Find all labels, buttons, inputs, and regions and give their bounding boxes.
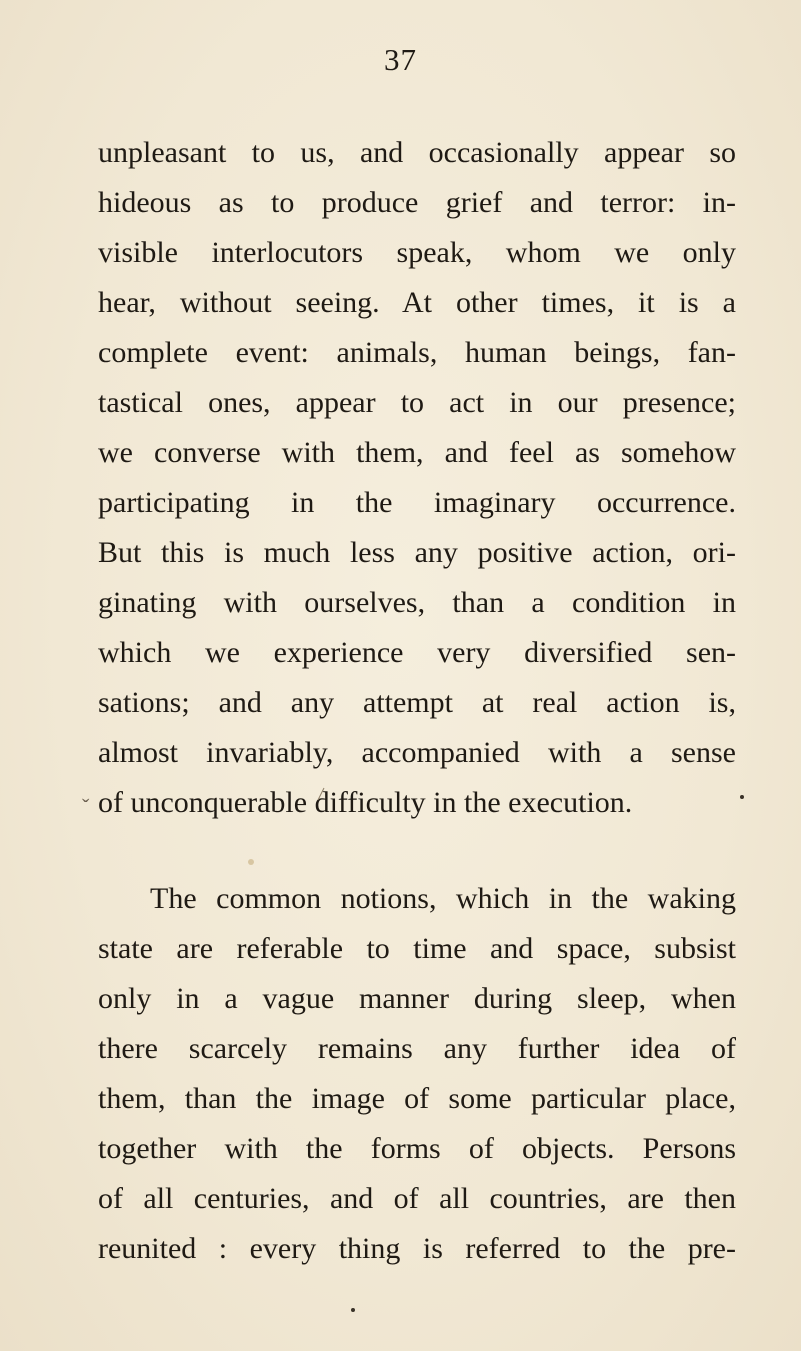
text-line: hideous as to produce grief and terror: in- [98, 186, 736, 219]
speck [248, 859, 254, 865]
text-line: there scarcely remains any further idea of [98, 1032, 736, 1065]
text-line: almost invariably, accompanied with a sense [98, 736, 736, 769]
text-line: only in a vague manner during sleep, when [98, 982, 736, 1015]
text-line: visible interlocutors speak, whom we only [98, 236, 736, 269]
text-line: of all centuries, and of all countries, are then [98, 1182, 736, 1215]
text-line: participating in the imaginary occurrence. [98, 486, 736, 519]
page-number: 37 [384, 42, 417, 77]
text-line: ginating with ourselves, than a condition in [98, 586, 736, 619]
text-line: sations; and any attempt at real action is, [98, 686, 736, 719]
text-line: which we experience very diversified sen- [98, 636, 736, 669]
text-line: hear, without seeing. At other times, it is a [98, 286, 736, 319]
text-line: complete event: animals, human beings, fan- [98, 336, 736, 369]
speck [740, 795, 744, 799]
speck [351, 1308, 355, 1312]
text-line: we converse with them, and feel as somehow [98, 436, 736, 469]
text-line: tastical ones, appear to act in our presence; [98, 386, 736, 419]
text-line: unpleasant to us, and occasionally appear so [98, 136, 736, 169]
text-line: But this is much less any positive action, ori- [98, 536, 736, 569]
text-line: of unconquerable difficulty in the execution. [98, 786, 633, 819]
faint-stroke [318, 788, 324, 800]
margin-tick-mark: ˇ [82, 794, 90, 819]
text-line: state are referable to time and space, subsist [98, 932, 736, 965]
text-line: The common notions, which in the waking [150, 882, 736, 915]
text-line: reunited : every thing is referred to the pre- [98, 1232, 736, 1265]
text-line: together with the forms of objects. Persons [98, 1132, 736, 1165]
text-line: them, than the image of some particular place, [98, 1082, 736, 1115]
